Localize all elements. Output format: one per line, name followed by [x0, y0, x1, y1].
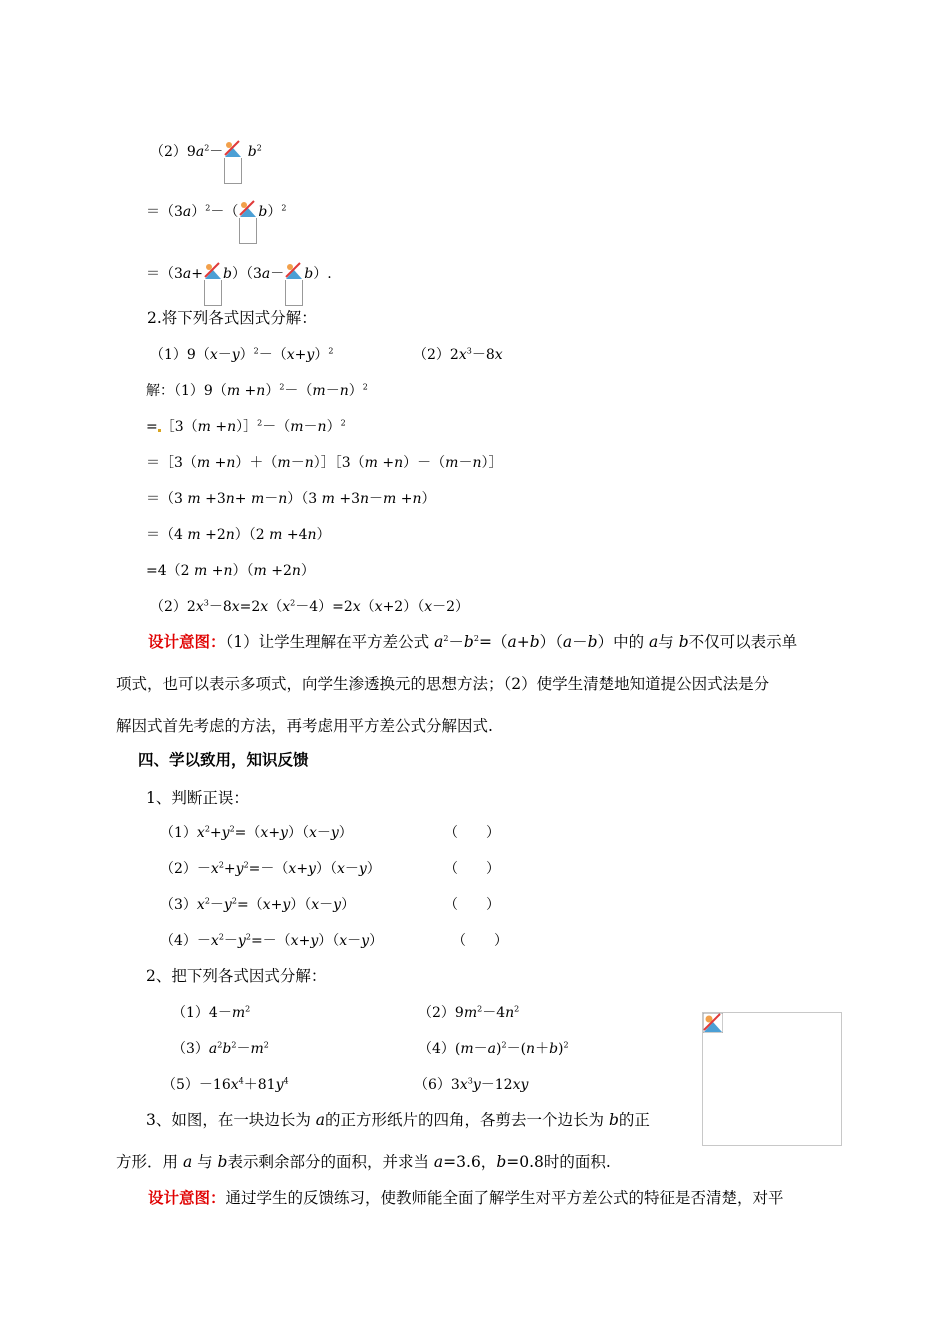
judge-answer-1[interactable]: （ ） [444, 825, 500, 841]
factor-item-5: $(5)-16x^4+81y^4$ [162, 1076, 289, 1093]
judge-item-2: $(2)-x^2+y^2=-(x+y)(x-y)$ [160, 860, 381, 877]
question-3-line-1: 3、如图，在一块边长为 a的正方形纸片的四角，各剪去一个边长为 b的正 [146, 1111, 650, 1129]
factor-item-4: $(4)(m-a)^2-(n+b)^2$ [418, 1040, 569, 1057]
factor-item-3: $(3)a^2b^2-m^2$ [172, 1040, 269, 1057]
example-line-2: $=(3a)^2-$（ b）$^2$ [146, 200, 286, 244]
design-intent-2-line-1: 设计意图：通过学生的反馈练习，使教师能全面了解学生对平方差公式的特征是否清楚，对平 [148, 1188, 784, 1207]
judge-answer-2[interactable]: （ ） [444, 861, 500, 877]
broken-image-icon [239, 200, 257, 244]
solution-line-1: 解：$(1)9(m +n)^2-(m-n)^2$ [146, 382, 368, 399]
solution-line-6: =4（2 m +n）（m +2n） [146, 563, 315, 579]
design-intent-label: 设计意图： [148, 1188, 226, 1207]
factor-item-1: $(1)4-m^2$ [172, 1004, 251, 1021]
judge-answer-4[interactable]: （ ） [452, 933, 508, 949]
judge-title: 1、判断正误： [146, 789, 249, 807]
section-4-heading: 四、学以致用，知识反馈 [138, 750, 309, 769]
question-2-part-1: $(1)9(x-y)^2-(x+y)^2$ [150, 346, 334, 363]
example-line-3: ＝（3a+ b）（3a－ b）. [146, 262, 332, 306]
solution-line-5: ＝（4 m +2n）（2 m +4n） [146, 527, 331, 543]
judge-answer-3[interactable]: （ ） [444, 897, 500, 913]
design-intent-1-line-3: 解因式首先考虑的方法，再考虑用平方差公式分解因式. [116, 717, 493, 735]
question-3-line-2: 方形．用 a 与 b表示剩余部分的面积，并求当 a=3.6，b=0.8时的面积. [116, 1153, 611, 1171]
design-intent-1-line-2: 项式，也可以表示多项式，向学生渗透换元的思想方法；（2）使学生清楚地知道提公因式法是分 [116, 675, 770, 693]
broken-image-icon [204, 262, 222, 306]
solution-line-4: ＝（3 m +3n+ m－n）（3 m +3n－m +n） [146, 491, 436, 507]
judge-item-3: $(3)x^2-y^2=(x+y)(x-y)$ [160, 896, 356, 913]
example-line-1: $(2)9a^2-$ $b^2$ [150, 140, 262, 184]
factor-title: 2、把下列各式因式分解： [146, 967, 327, 985]
broken-image-icon [703, 1013, 723, 1033]
figure-placeholder [702, 1012, 842, 1146]
design-intent-label: 设计意图： [148, 632, 226, 651]
broken-image-icon [285, 262, 303, 306]
broken-image-icon [224, 140, 242, 184]
design-intent-1-line-1: 设计意图：（1）让学生理解在平方差公式 $a^2-b^2=(a+b)(a-b)$中的 a与 b不仅可以表示单 [148, 632, 798, 651]
question-2-part-2: $(2)2x^3-8x$ [413, 346, 503, 363]
judge-item-1: $(1)x^2+y^2=(x+y)(x-y)$ [160, 824, 353, 841]
factor-item-6: $(6)3x^3y-12xy$ [414, 1076, 529, 1093]
question-2-title: 2.将下列各式因式分解： [147, 309, 317, 327]
solution-line-3: ＝［3（m +n）＋（m－n）］［3（m +n）－（m－n）］ [146, 455, 503, 471]
factor-item-2: $(2)9m^2-4n^2$ [418, 1004, 520, 1021]
judge-item-4: $(4)-x^2-y^2=-(x+y)(x-y)$ [160, 932, 384, 949]
solution-line-2: = ［3（m $+n)]^2-(m-n)^2$ [146, 418, 346, 435]
solution-line-7: $(2)2x^3-8x=2x(x^2-4)=2x(x+2)(x-2)$ [150, 598, 470, 615]
